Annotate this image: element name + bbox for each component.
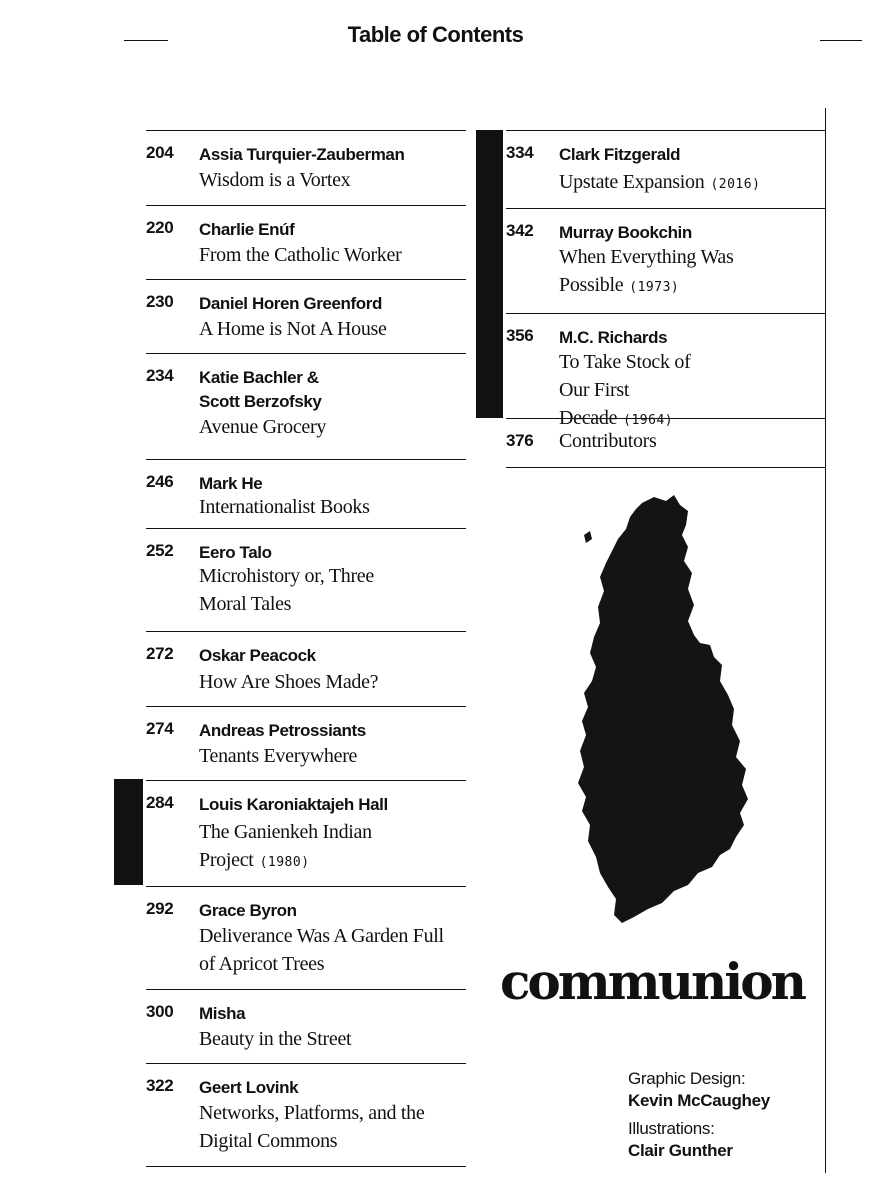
toc-entry[interactable] [146, 528, 466, 631]
communion-wordmark: communion [499, 952, 804, 1011]
work-title [199, 818, 399, 877]
work-title: Avenue Grocery [199, 416, 327, 438]
author-name: Clark Fitzgerald [559, 145, 681, 164]
work-title: How Are Shoes Made? [199, 671, 379, 693]
design-credit-label: Graphic Design: [628, 1069, 746, 1088]
work-title: Tenants Everywhere [199, 745, 358, 767]
author-name: Grace Byron [199, 901, 297, 920]
work-title: Wisdom is a Vortex [199, 169, 351, 191]
work-title: Microhistory or, Three Moral Tales [199, 565, 374, 615]
author-name: Eero Talo [199, 543, 272, 562]
work-title: From the Catholic Worker [199, 244, 402, 266]
work-title-text: Upstate Expansion [559, 171, 705, 193]
work-title: Networks, Platforms, and the Digital Commons [199, 1102, 425, 1152]
credits-block [628, 1066, 823, 1162]
author-name: Louis Karoniaktajeh Hall [199, 795, 388, 814]
work-title [559, 243, 739, 302]
toc-entry[interactable] [146, 886, 466, 989]
page-number: 342 [506, 221, 534, 240]
toc-entry[interactable] [146, 780, 466, 886]
work-title: Deliverance Was A Garden Full of Apricot Trees [199, 925, 444, 975]
page-number: 246 [146, 472, 174, 491]
page-number: 204 [146, 143, 174, 162]
author-name: Assia Turquier-Zauberman [199, 145, 405, 164]
toc-entry[interactable] [146, 205, 466, 279]
page-number: 252 [146, 541, 174, 560]
page-number: 284 [146, 793, 174, 812]
author-name: Charlie Enúf [199, 220, 295, 239]
work-title: Beauty in the Street [199, 1028, 352, 1050]
work-title-text: To Take Stock of Our First Decade [559, 351, 691, 429]
title-rule-right [820, 40, 862, 41]
page-number: 376 [506, 431, 534, 450]
toc-entry[interactable] [146, 631, 466, 706]
toc-entry[interactable] [146, 989, 466, 1063]
toc-column-right [506, 130, 826, 468]
work-title [559, 168, 824, 199]
highlight-bar-left [114, 779, 143, 885]
page-number: 356 [506, 326, 534, 345]
toc-entry[interactable] [506, 130, 826, 208]
author-name: Andreas Petrossiants [199, 721, 366, 740]
author-name: Geert Lovink [199, 1078, 299, 1097]
toc-column-left [146, 130, 466, 1167]
year-label: (1980) [259, 855, 310, 870]
work-title: Internationalist Books [199, 496, 370, 518]
page-number: 272 [146, 644, 174, 663]
work-title: Contributors [559, 430, 657, 452]
toc-entry[interactable] [146, 353, 466, 459]
toc-entry[interactable] [506, 418, 826, 468]
toc-entry[interactable] [506, 208, 826, 313]
author-name: Mark He [199, 474, 263, 493]
highlight-bar-right [476, 130, 503, 418]
toc-entry[interactable] [146, 279, 466, 353]
page-number: 334 [506, 143, 534, 162]
author-name: Katie Bachler & Scott Berzofsky [199, 368, 322, 411]
work-title-text: When Everything Was Possible [559, 246, 734, 296]
toc-entry[interactable] [146, 706, 466, 780]
illustrations-credit-name: Clair Gunther [628, 1141, 733, 1160]
author-name: Misha [199, 1004, 246, 1023]
island-illustration [570, 495, 755, 930]
author-name: Oskar Peacock [199, 646, 316, 665]
page-number: 322 [146, 1076, 174, 1095]
toc-entry[interactable] [146, 130, 466, 205]
toc-entry[interactable] [146, 1063, 466, 1167]
work-title: A Home is Not A House [199, 318, 387, 340]
design-credit-name: Kevin McCaughey [628, 1091, 770, 1110]
page-number: 234 [146, 366, 174, 385]
author-name: Daniel Horen Greenford [199, 294, 382, 313]
author-name: Murray Bookchin [559, 223, 692, 242]
page-number: 220 [146, 218, 174, 237]
year-label: (1964) [623, 413, 674, 428]
page-number: 300 [146, 1002, 174, 1021]
toc-entry[interactable] [146, 459, 466, 528]
work-title-text: The Ganienkeh Indian Project [199, 821, 372, 871]
page-number: 274 [146, 719, 174, 738]
illustrations-credit-label: Illustrations: [628, 1119, 715, 1138]
page-number: 230 [146, 292, 174, 311]
toc-entry[interactable] [506, 313, 826, 429]
author-name: M.C. Richards [559, 328, 668, 347]
year-label: (1973) [629, 280, 680, 295]
page-title: Table of Contents [347, 22, 524, 47]
page-number: 292 [146, 899, 174, 918]
title-rule-left [124, 40, 168, 41]
year-label: (2016) [710, 177, 761, 192]
